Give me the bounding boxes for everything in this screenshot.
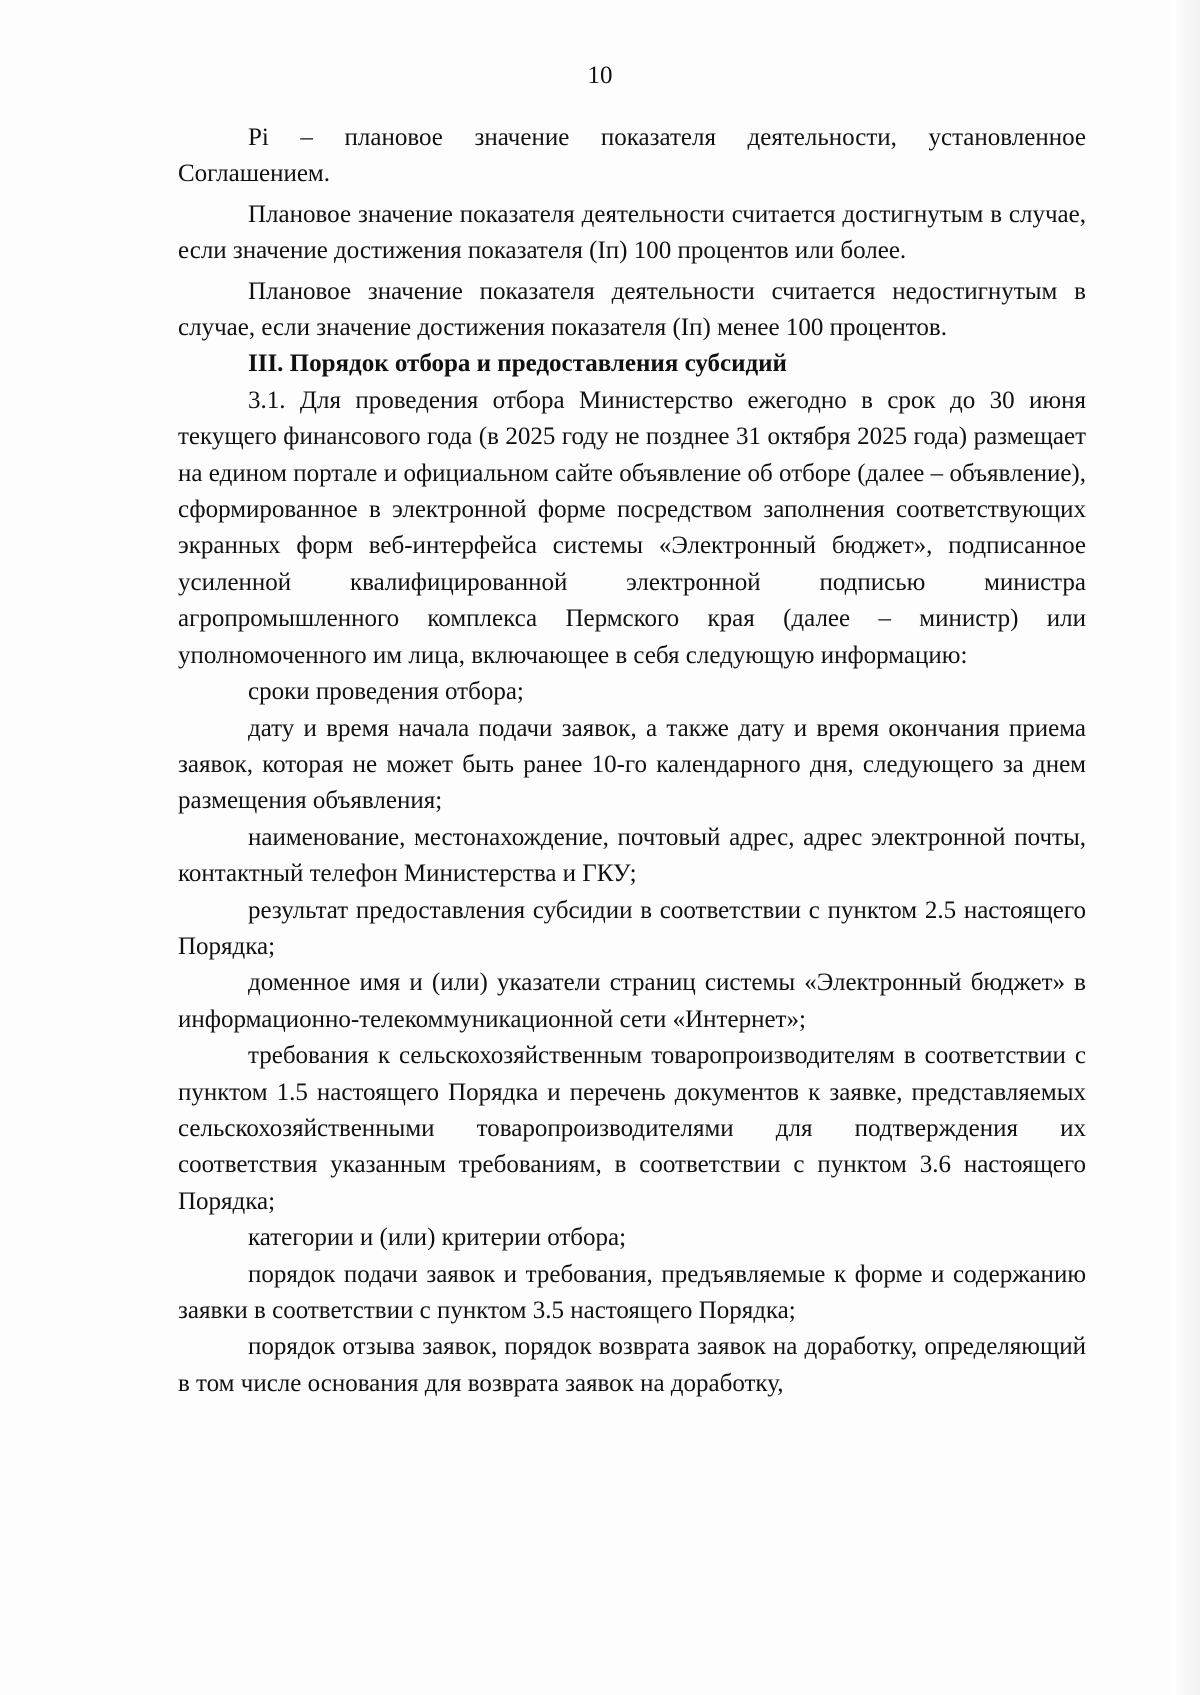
page-edge-shadow bbox=[1172, 0, 1200, 1695]
document-body bbox=[178, 120, 1086, 1402]
page-number: 10 bbox=[587, 62, 613, 89]
list-item-contacts: наименование, местонахождение, почтовый адрес, адрес электронной почты, контактный телефон Министерства и ГКУ; bbox=[178, 823, 1086, 888]
list-item-selection-criteria: категории и (или) критерии отбора; bbox=[248, 1224, 627, 1252]
section-heading: III. Порядок отбора и предоставления субсидий bbox=[248, 350, 787, 378]
paragraph-target-achieved: Плановое значение показателя деятельности считается достигнутым в случае, если значение достижения показателя (Iп) 100 процентов или более. bbox=[178, 200, 1086, 265]
paragraph-pi-definition: Pi – плановое значение показателя деятельности, установленное Соглашением. bbox=[178, 124, 1086, 188]
paragraph-target-not-achieved: Плановое значение показателя деятельности считается недостигнутым в случае, если значение достижения показателя (Iп) менее 100 процентов. bbox=[178, 277, 1086, 342]
list-item-domain-name: доменное имя и (или) указатели страниц системы «Электронный бюджет» в информационно-телекоммуникационной сети «Интернет»; bbox=[178, 969, 1086, 1033]
paragraph-3-1: 3.1. Для проведения отбора Министерство ежегодно в срок до 30 июня текущего финансового года (в 2025 году не позднее 31 октября 2025 года) размещает на едином портале и официальном сайте объявление об отборе (далее – объявление), сформированное в электронной форме посредством заполнения соответствующих экранных форм веб-интерфейса системы «Электронный бюджет», подписанное усиленной квалифицированной электронной подписью министра агропромышленного комплекса Пермского края (далее – министр) или уполномоченного им лица, включающее в себя следующую информацию: bbox=[178, 386, 1086, 669]
list-item-application-procedure: порядок подачи заявок и требования, предъявляемые к форме и содержанию заявки в соответствии с пунктом 3.5 настоящего Порядка; bbox=[178, 1260, 1086, 1324]
list-item-application-dates: дату и время начала подачи заявок, а также дату и время окончания приема заявок, которая не может быть ранее 10-го календарного дня, следующего за днем размещения объявления; bbox=[178, 714, 1086, 815]
list-item-producer-requirements: требования к сельскохозяйственным товаропроизводителям в соответствии с пунктом 1.5 настоящего Порядка и перечень документов к заявке, представляемых сельскохозяйственными товаропроизводителями для подтверждения их соответствия указанным требованиям, в соответствии с пунктом 3.6 настоящего Порядка; bbox=[178, 1042, 1086, 1215]
list-item-withdrawal-procedure: порядок отзыва заявок, порядок возврата заявок на доработку, определяющий в том числе основания для возврата заявок на доработку, bbox=[178, 1333, 1086, 1397]
list-item-selection-dates: сроки проведения отбора; bbox=[248, 678, 524, 706]
list-item-subsidy-result: результат предоставления субсидии в соответствии с пунктом 2.5 настоящего Порядка; bbox=[178, 896, 1086, 960]
